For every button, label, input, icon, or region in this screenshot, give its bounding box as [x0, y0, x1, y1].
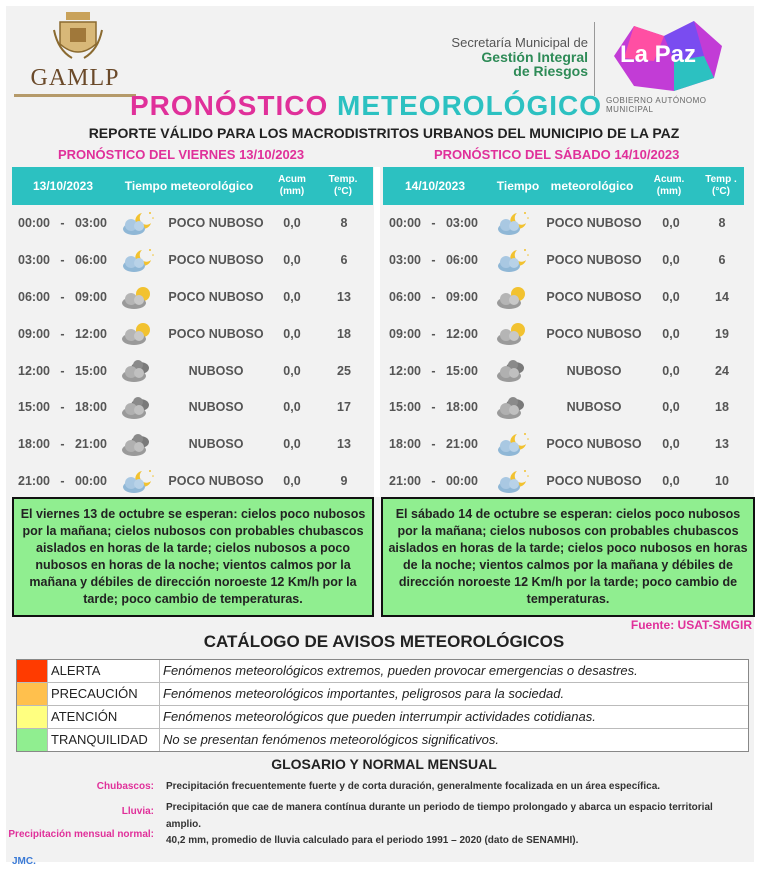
table-row: [383, 315, 744, 352]
la-paz-logo: [604, 16, 728, 96]
header-temp: [697, 167, 745, 205]
header-date: 13/10/2023: [32, 179, 94, 193]
row-temp: 8: [718, 216, 726, 231]
cloudy-icon: [120, 356, 156, 384]
header-divider: [594, 22, 595, 96]
alert-level-description: Fenómenos meteorológicos importantes, peligrosos para la sociedad.: [163, 686, 565, 701]
day1-summary-text: El viernes 13 de octubre se esperan: cielos poco nubosos por la mañana; cielos nubosos con probables chubascos aislados en horas de la tarde; cielos nubosos a poco nubosos en horas de la noche; vientos calmos por la mañana y débiles de dirección noroeste 12 Km/h por la tarde; poco cambio de temperaturas.: [20, 507, 366, 606]
row-weather: NUBOSO: [566, 363, 622, 378]
row-weather: POCO NUBOSO: [546, 289, 642, 304]
table-row: [383, 463, 744, 500]
table-row: [12, 315, 373, 352]
row-time: 00:00 - 03:00: [18, 216, 107, 231]
alert-level-name: TRANQUILIDAD: [51, 729, 160, 751]
cloudy-icon: [495, 356, 531, 384]
day1-summary-box: [12, 497, 374, 617]
row-acum: 0,0: [283, 289, 301, 304]
alert-row: [17, 683, 748, 706]
row-weather: NUBOSO: [188, 437, 244, 452]
gamlp-underline: [14, 94, 136, 97]
row-acum: 0,0: [283, 437, 301, 452]
row-time: 18:00 - 21:00: [389, 437, 478, 452]
row-temp: 13: [337, 437, 351, 452]
alert-row: [17, 706, 748, 729]
table-row: [383, 205, 744, 242]
secretaria-line2: Gestión Integral: [481, 49, 588, 65]
row-weather: NUBOSO: [188, 400, 244, 415]
glossary-chubascos-text: Precipitación frecuentemente fuerte y de corta duración, generalmente focalizada en un área específica.: [166, 781, 661, 792]
table-row: [12, 389, 373, 426]
day1-heading: PRONÓSTICO DEL VIERNES 13/10/2023: [58, 147, 305, 162]
glossary-lluvia-label: Lluvia:: [121, 806, 154, 817]
table-body: [383, 205, 744, 499]
header-acum-line2: (mm): [656, 186, 682, 197]
row-temp: 24: [715, 363, 729, 378]
partly-cloudy-day-icon: [495, 283, 531, 311]
cloudy-icon: [495, 393, 531, 421]
alert-row: [17, 660, 748, 683]
row-temp: 19: [715, 326, 729, 341]
header-temp-line1: Temp .: [705, 174, 737, 185]
alert-catalog-table: [16, 659, 749, 752]
table-row: [12, 279, 373, 316]
row-acum: 0,0: [662, 363, 680, 378]
day2-heading: PRONÓSTICO DEL SÁBADO 14/10/2023: [434, 147, 680, 162]
forecast-table-day1: [12, 167, 373, 499]
alert-level-name: ALERTA: [51, 660, 160, 682]
table-row: [383, 279, 744, 316]
alert-level-description: No se presentan fenómenos meteorológicos significativos.: [163, 732, 500, 747]
row-acum: 0,0: [662, 437, 680, 452]
row-temp: 6: [340, 253, 348, 268]
row-weather: NUBOSO: [566, 400, 622, 415]
alert-color-swatch: [17, 683, 48, 705]
partly-cloudy-night-icon: [120, 246, 156, 274]
row-acum: 0,0: [662, 400, 680, 415]
row-time: 06:00 - 09:00: [389, 289, 478, 304]
header-weather: Tiempo meteorológico: [124, 179, 254, 193]
alert-color-swatch: [17, 706, 48, 728]
row-temp: 13: [715, 437, 729, 452]
glossary-title: GLOSARIO Y NORMAL MENSUAL: [271, 756, 497, 772]
partly-cloudy-day-icon: [120, 319, 156, 347]
table-header: [12, 167, 373, 205]
glossary-chubascos-label: Chubascos:: [96, 781, 154, 792]
row-weather: POCO NUBOSO: [168, 253, 264, 268]
glossary-normal-text: 40,2 mm, promedio de lluvia calculado para el periodo 1991 – 2020 (dato de SENAMHI).: [166, 835, 579, 846]
alert-color-swatch: [17, 729, 48, 751]
cloudy-icon: [120, 430, 156, 458]
source-label: Fuente: USAT-SMGIR: [630, 618, 752, 632]
header-acum: [645, 167, 693, 205]
header-acum: [268, 167, 316, 205]
row-time: 09:00 - 12:00: [389, 326, 478, 341]
row-temp: 8: [340, 216, 348, 231]
row-acum: 0,0: [662, 253, 680, 268]
catalog-title: CATÁLOGO DE AVISOS METEOROLÓGICOS: [203, 632, 565, 651]
row-weather: POCO NUBOSO: [546, 326, 642, 341]
header-temp-line1: Temp.: [328, 174, 358, 185]
row-weather: POCO NUBOSO: [168, 289, 264, 304]
partly-cloudy-day-icon: [120, 283, 156, 311]
table-row: [383, 242, 744, 279]
table-row: [12, 426, 373, 463]
glossary-lluvia-text: Precipitación que cae de manera contínua durante un periodo de tiempo prolongado y abarca un espacio territorial amplio.: [166, 802, 713, 830]
row-acum: 0,0: [662, 216, 680, 231]
forecast-table-day2: [383, 167, 744, 499]
row-acum: 0,0: [283, 363, 301, 378]
row-acum: 0,0: [662, 473, 680, 488]
row-acum: 0,0: [283, 400, 301, 415]
partly-cloudy-night-icon: [495, 246, 531, 274]
row-temp: 10: [715, 473, 729, 488]
secretaria-line1: Secretaría Municipal de: [451, 35, 588, 50]
row-temp: 6: [718, 253, 726, 268]
header-temp-line2: (°C): [334, 186, 352, 197]
table-separator: [374, 167, 380, 497]
row-temp: 18: [715, 400, 729, 415]
row-time: 12:00 - 15:00: [389, 363, 478, 378]
row-temp: 25: [337, 363, 351, 378]
glossary-normal-label: Precipitación mensual normal:: [8, 829, 154, 840]
table-row: [12, 352, 373, 389]
row-time: 21:00 - 00:00: [18, 473, 107, 488]
table-header: [383, 167, 744, 205]
alert-level-name: PRECAUCIÓN: [51, 683, 160, 705]
header-date: 14/10/2023: [404, 179, 466, 193]
gamlp-text: GAMLP: [30, 65, 120, 91]
row-weather: POCO NUBOSO: [168, 326, 264, 341]
row-weather: POCO NUBOSO: [168, 216, 264, 231]
row-weather: POCO NUBOSO: [546, 253, 642, 268]
row-temp: 18: [337, 326, 351, 341]
day2-summary-box: [381, 497, 755, 617]
row-acum: 0,0: [662, 326, 680, 341]
secretaria-line3: de Riesgos: [513, 63, 588, 79]
row-time: 12:00 - 15:00: [18, 363, 107, 378]
partly-cloudy-night-icon: [495, 430, 531, 458]
partly-cloudy-night-icon: [120, 209, 156, 237]
header-acum-line1: Acum: [278, 174, 306, 185]
alert-level-description: Fenómenos meteorológicos extremos, pueden provocar emergencias o desastres.: [163, 663, 638, 678]
author-initials: JMC.: [12, 856, 36, 867]
partly-cloudy-night-icon: [120, 467, 156, 495]
gobierno-municipal-text: GOBIERNO AUTÓNOMO MUNICIPAL: [606, 96, 707, 114]
alert-level-description: Fenómenos meteorológicos que pueden interrumpir actividades cotidianas.: [163, 709, 596, 724]
row-time: 15:00 - 18:00: [389, 400, 478, 415]
title-part2: METEOROLÓGICO: [337, 90, 603, 121]
row-time: 03:00 - 06:00: [389, 253, 478, 268]
coat-of-arms-icon: [52, 10, 104, 64]
row-temp: 14: [715, 289, 729, 304]
partly-cloudy-night-icon: [495, 467, 531, 495]
partly-cloudy-day-icon: [495, 319, 531, 347]
table-row: [383, 426, 744, 463]
row-time: 21:00 - 00:00: [389, 473, 478, 488]
la-paz-logo-text: La Paz: [620, 41, 697, 68]
table-row: [383, 352, 744, 389]
row-weather: POCO NUBOSO: [546, 437, 642, 452]
row-acum: 0,0: [283, 253, 301, 268]
day2-summary-text: El sábado 14 de octubre se esperan: cielos poco nubosos por la mañana; cielos nubosos con probables chubascos aislados en horas de la tarde; cielos poco nubosos en horas de la noche; vientos calmos por la mañana y débiles de dirección noroeste 12 Km/h por la tarde; poco cambio de temperaturas.: [388, 507, 748, 606]
page-title: [130, 90, 602, 122]
header-acum-line2: (mm): [279, 186, 305, 197]
alert-color-swatch: [17, 660, 48, 682]
header-temp-line2: (°C): [712, 186, 730, 197]
row-temp: 17: [337, 400, 351, 415]
row-acum: 0,0: [662, 289, 680, 304]
secretaria-logo-text: [428, 36, 588, 78]
table-row: [12, 463, 373, 500]
title-part1: PRONÓSTICO: [130, 90, 329, 121]
row-time: 18:00 - 21:00: [18, 437, 107, 452]
row-time: 06:00 - 09:00: [18, 289, 107, 304]
row-acum: 0,0: [283, 216, 301, 231]
row-time: 00:00 - 03:00: [389, 216, 478, 231]
row-weather: POCO NUBOSO: [168, 473, 264, 488]
table-body: [12, 205, 373, 499]
row-acum: 0,0: [283, 326, 301, 341]
table-row: [12, 205, 373, 242]
table-row: [12, 242, 373, 279]
header-weather-line2: meteorológico: [550, 179, 634, 193]
header-temp: [318, 167, 368, 205]
gamlp-logo: [14, 10, 134, 100]
row-temp: 13: [337, 289, 351, 304]
row-time: 15:00 - 18:00: [18, 400, 107, 415]
row-time: 09:00 - 12:00: [18, 326, 107, 341]
partly-cloudy-night-icon: [495, 209, 531, 237]
row-acum: 0,0: [283, 473, 301, 488]
alert-row: [17, 729, 748, 751]
cloudy-icon: [120, 393, 156, 421]
header-acum-line1: Acum.: [653, 174, 685, 185]
row-temp: 9: [340, 473, 348, 488]
row-time: 03:00 - 06:00: [18, 253, 107, 268]
report-subtitle: REPORTE VÁLIDO PARA LOS MACRODISTRITOS URBANOS DEL MUNICIPIO DE LA PAZ: [88, 125, 680, 141]
alert-level-name: ATENCIÓN: [51, 706, 160, 728]
table-row: [383, 389, 744, 426]
row-weather: NUBOSO: [188, 363, 244, 378]
row-weather: POCO NUBOSO: [546, 216, 642, 231]
row-weather: POCO NUBOSO: [546, 473, 642, 488]
header-weather-line1: Tiempo: [496, 179, 540, 193]
